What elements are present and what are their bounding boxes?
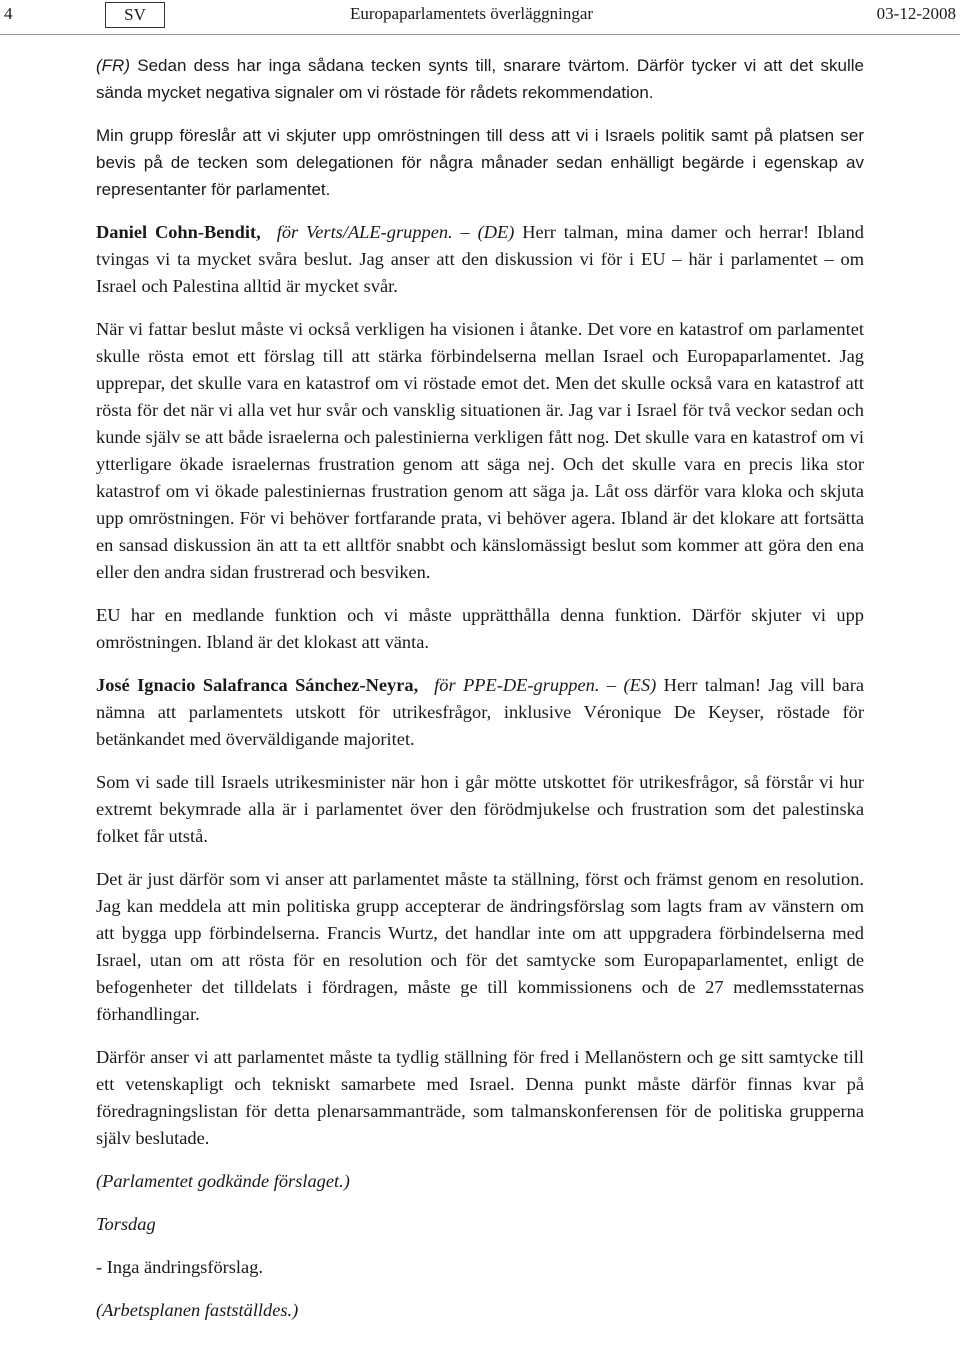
paragraph-text: Herr talman, mina damer och herrar! Ibland tvingas vi ta mycket svåra beslut. Jag anser att den diskussion vi för i EU – här i parlamentet – om Israel och Palestina alltid är mycket svår. — [96, 222, 865, 296]
paragraph-text: Det är just därför som vi anser att parlamentet måste ta ställning, först och främst genom en resolution. Jag kan meddela att min politiska grupp accepterar de ändringsförslag som lagts fram av vänstern om att bygga upp förbindelserna. Francis Wurtz, det handlar inte om att uppgradera förbindelserna med Israel, utan om att rösta för en resolution och för det samtycke som Europaparlamentet, enligt de befogenheter det tilldelats i fördragen, måste ge till kommissionens och de 27 medlemsstaternas förhandlingar. — [96, 869, 864, 1024]
page-number: 4 — [4, 4, 13, 23]
paragraph-4 — [96, 316, 864, 586]
paragraph-2 — [96, 122, 864, 203]
speaker-name: Daniel Cohn-Bendit, — [96, 222, 261, 242]
paragraph-1 — [96, 52, 864, 106]
paragraph-text: (Arbetsplanen fastställdes.) — [96, 1300, 299, 1320]
document-body — [96, 52, 864, 1324]
paragraph-6 — [96, 672, 864, 753]
paragraph-text: Torsdag — [96, 1214, 156, 1234]
speaker-group: för PPE-DE-gruppen. — [434, 675, 600, 695]
procedural-note — [96, 1168, 864, 1195]
paragraph-text: (Parlamentet godkände förslaget.) — [96, 1171, 350, 1191]
paragraph-9 — [96, 1044, 864, 1152]
speaker-group: för Verts/ALE-gruppen. — [276, 222, 453, 242]
speaker-name: José Ignacio Salafranca Sánchez-Neyra, — [96, 675, 419, 695]
paragraph-5 — [96, 602, 864, 656]
paragraph-text: Min grupp föreslår att vi skjuter upp omröstningen till dess att vi i Israels politik samt på platsen ser bevis på de tecken som delegationen för några månader sedan enhälligt begärde i egenskap av representanter för parlamentet. — [96, 126, 864, 199]
paragraph-3 — [96, 219, 864, 300]
paragraph-text: När vi fattar beslut måste vi också verkligen ha visionen i åtanke. Det vore en katastrof om parlamentet skulle rösta emot ett förslag till att stärka förbindelserna mellan Israel och Europaparlamentet. Jag upprepar, det skulle vara en katastrof om vi röstade emot det. Men det skulle också vara en katastrof att rösta för det när vi alla vet hur svår och vansklig situationen är. Jag var i Israel för två veckor sedan och kunde själv se att både israelerna och palestinierna verkligen fått nog. Det skulle vara en katastrof om vi ytterligare ökade israelernas frustration genom att säga nej. Och det skulle vara en precis lika stor katastrof om vi ökade palestiniernas frustration genom att säga ja. Låt oss därför vara kloka och skjuta upp omröstningen. För vi behöver fortfarande prata, vi behöver agera. Ibland är det klokare att fortsätta en sansad diskussion än att ta ett alltför snabbt och känslomässigt beslut som kommer att göra den ena eller den andra sidan frustrerad och besviken. — [96, 319, 864, 582]
language-marker: (FR) — [96, 56, 130, 75]
journal-title: Europaparlamentets överläggningar — [350, 4, 594, 23]
paragraph-text: - Inga ändringsförslag. — [96, 1257, 263, 1277]
section-day — [96, 1211, 864, 1238]
paragraph-text: Som vi sade till Israels utrikesminister när hon i går mötte utskottet för utrikesfrågor, så förstår vi hur extremt bekymrade alla är i parlamentet över den förödmjukelse och frustration som det palestinska folket får utstå. — [96, 772, 864, 846]
header-date: 03-12-2008 — [876, 4, 956, 23]
paragraph-7 — [96, 769, 864, 850]
paragraph-8 — [96, 866, 864, 1028]
paragraph-text: Därför anser vi att parlamentet måste ta tydlig ställning för fred i Mellanöstern och ge sitt samtycke till ett vetenskapligt och tekniskt samarbete med Israel. Denna punkt måste därför finnas kvar på föredragningslistan för detta plenarsammanträde, som talmanskonferensen för de politiska grupperna själv beslutade. — [96, 1047, 864, 1148]
language-marker: – (DE) — [460, 222, 515, 242]
paragraph-text: Sedan dess har inga sådana tecken synts till, snarare tvärtom. Därför tycker vi att det skulle sända mycket negativa signaler om vi röstade för rådets rekommendation. — [96, 56, 864, 102]
list-item — [96, 1254, 864, 1281]
language-code-box: SV — [105, 2, 165, 28]
paragraph-text: Herr talman! Jag vill bara nämna att parlamentets utskott för utrikesfrågor, inklusive Véronique De Keyser, röstade för betänkandet med överväldigande majoritet. — [96, 675, 864, 749]
page-header — [0, 0, 960, 35]
language-marker: – (ES) — [606, 675, 657, 695]
paragraph-text: EU har en medlande funktion och vi måste upprätthålla denna funktion. Därför skjuter vi upp omröstningen. Ibland är det klokast att vänta. — [96, 605, 864, 652]
procedural-note — [96, 1297, 864, 1324]
